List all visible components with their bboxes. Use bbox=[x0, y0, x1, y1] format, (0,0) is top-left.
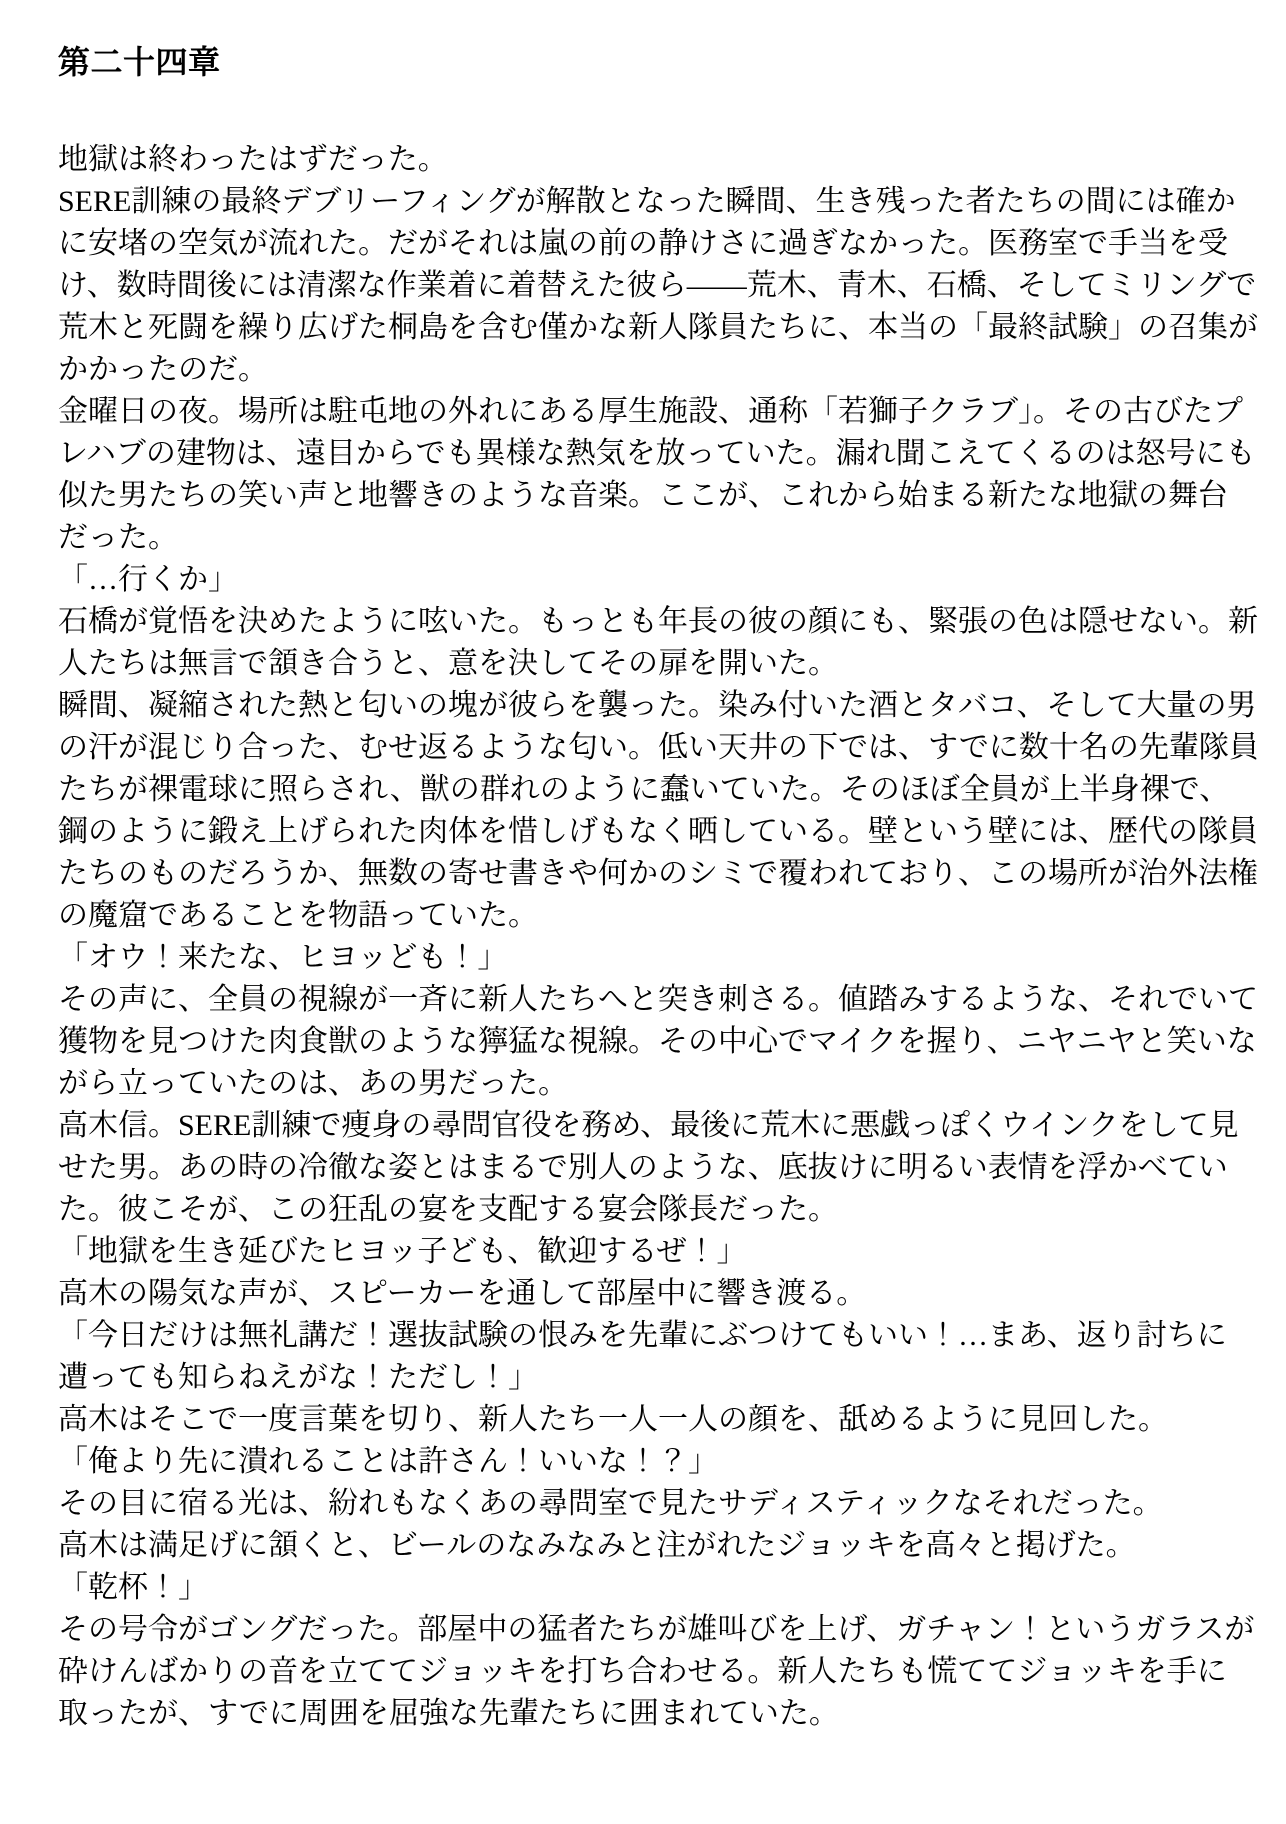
paragraph: 地獄は終わったはずだった。 bbox=[58, 143, 448, 176]
paragraph: 高木の陽気な声が、スピーカーを通して部屋中に響き渡る。 bbox=[58, 1277, 867, 1310]
paragraph: 石橋が覚悟を決めたように呟いた。もっとも年長の彼の顔にも、緊張の色は隠せない。新人たちは無言で頷き合うと、意を決してその扉を開いた。 bbox=[58, 605, 1258, 680]
paragraph: 瞬間、凝縮された熱と匂いの塊が彼らを襲った。染み付いた酒とタバコ、そして大量の男の汗が混じり合った、むせ返るような匂い。低い天井の下では、すでに数十名の先輩隊員たちが裸電球に照らされ、獣の群れのように蠢いていた。そのほぼ全員が上半身裸で、鋼のように鍛え上げられた肉体を惜しげもなく晒している。壁という壁には、歴代の隊員たちのものだろうか、無数の寄せ書きや何かのシミで覆われており、この場所が治外法権の魔窟であることを物語っていた。 bbox=[58, 689, 1259, 932]
paragraph: 金曜日の夜。場所は駐屯地の外れにある厚生施設、通称「若獅子クラブ」。その古びたプレハブの建物は、遠目からでも異様な熱気を放っていた。漏れ聞こえてくるのは怒号にも似た男たちの笑い声と地響きのような音楽。ここが、これから始まる新たな地獄の舞台だった。 bbox=[58, 395, 1256, 554]
paragraph: 高木はそこで一度言葉を切り、新人たち一人一人の顔を、舐めるように見回した。 bbox=[58, 1403, 1168, 1436]
paragraph: SERE訓練の最終デブリーフィングが解散となった瞬間、生き残った者たちの間には確かに安堵の空気が流れた。だがそれは嵐の前の静けさに過ぎなかった。医務室で手当を受け、数時間後には清潔な作業着に着替えた彼ら——荒木、青木、石橋、そしてミリングで荒木と死闘を繰り広げた桐島を含む僅かな新人隊員たちに、本当の「最終試験」の召集がかかったのだ。 bbox=[58, 185, 1258, 386]
paragraph: 「…行くか」 bbox=[58, 563, 238, 596]
paragraph: 高木信。SERE訓練で痩身の尋問官役を務め、最後に荒木に悪戯っぽくウインクをして見せた男。あの時の冷徹な姿とはまるで別人のような、底抜けに明るい表情を浮かべていた。彼こそが、この狂乱の宴を支配する宴会隊長だった。 bbox=[58, 1109, 1239, 1226]
paragraph: 「オウ！来たな、ヒヨッども！」 bbox=[58, 941, 508, 974]
paragraph: 「俺より先に潰れることは許さん！いいな！？」 bbox=[58, 1445, 718, 1478]
paragraph: その目に宿る光は、紛れもなくあの尋問室で見たサディスティックなそれだった。 bbox=[58, 1487, 1163, 1520]
paragraph: 「乾杯！」 bbox=[58, 1571, 208, 1604]
paragraph: 「今日だけは無礼講だ！選抜試験の恨みを先輩にぶつけてもいい！…まあ、返り討ちに遭っても知らねえがな！ただし！」 bbox=[58, 1319, 1227, 1394]
paragraph: その号令がゴングだった。部屋中の猛者たちが雄叫びを上げ、ガチャン！というガラスが砕けんばかりの音を立ててジョッキを打ち合わせる。新人たちも慌ててジョッキを手に取ったが、すでに周囲を屈強な先輩たちに囲まれていた。 bbox=[58, 1613, 1255, 1730]
paragraph: 高木は満足げに頷くと、ビールのなみなみと注がれたジョッキを高々と掲げた。 bbox=[58, 1529, 1136, 1562]
chapter-body bbox=[58, 139, 1259, 1735]
chapter-heading: 第二十四章 bbox=[58, 44, 221, 80]
paragraph: その声に、全員の視線が一斉に新人たちへと突き刺さる。値踏みするような、それでいて獲物を見つけた肉食獣のような獰猛な視線。その中心でマイクを握り、ニヤニヤと笑いながら立っていたのは、あの男だった。 bbox=[58, 983, 1258, 1100]
paragraph: 「地獄を生き延びたヒヨッ子ども、歓迎するぜ！」 bbox=[58, 1235, 747, 1268]
